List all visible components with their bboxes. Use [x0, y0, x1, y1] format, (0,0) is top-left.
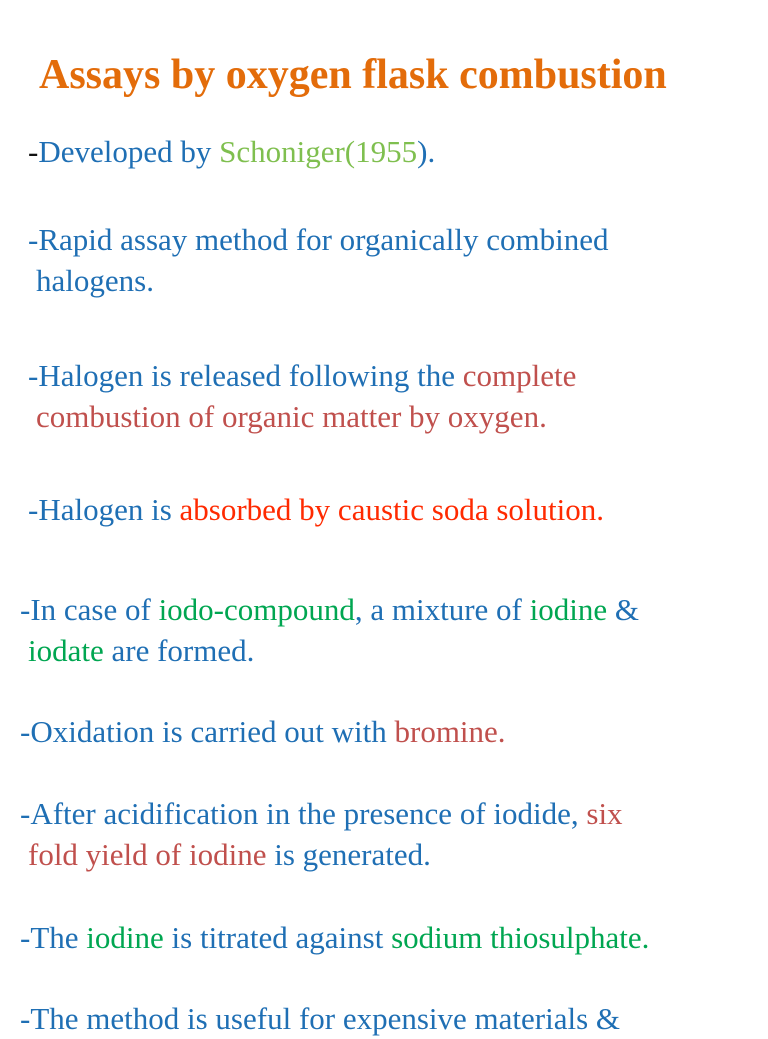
bullet-line — [28, 355, 576, 396]
text-segment: are formed. — [103, 633, 255, 668]
bullet-line — [28, 219, 609, 260]
text-segment: six — [586, 796, 623, 831]
text-segment: -Halogen is released following the — [28, 358, 463, 393]
text-segment: sodium thiosulphate. — [391, 920, 650, 955]
bullet-line — [20, 589, 639, 630]
bullet-oxidation — [20, 711, 506, 752]
bullet-titration — [20, 917, 649, 958]
text-segment: is generated. — [266, 837, 431, 872]
text-segment: ). — [417, 134, 436, 169]
text-segment: - — [28, 134, 39, 169]
text-segment: combustion of organic matter by oxygen. — [36, 399, 547, 434]
bullet-rapid-assay — [28, 219, 609, 301]
text-segment: -After acidification in the presence of iodide, — [20, 796, 587, 831]
text-segment: bromine. — [394, 714, 506, 749]
bullet-line — [20, 998, 620, 1039]
bullet-line — [20, 630, 639, 671]
text-segment: -Rapid assay method for organically combined — [28, 222, 609, 257]
text-segment: Schoniger(1955 — [219, 134, 418, 169]
bullet-line — [28, 260, 609, 301]
bullet-line — [28, 489, 604, 530]
text-segment: is titrated against — [163, 920, 392, 955]
text-segment: iodine — [529, 592, 608, 627]
text-segment: -The — [20, 920, 87, 955]
bullet-line — [28, 131, 435, 172]
bullet-iodo-compound — [20, 589, 639, 671]
text-segment: , a mixture of — [354, 592, 530, 627]
bullet-halogen-absorbed — [28, 489, 604, 530]
bullet-line — [28, 396, 576, 437]
bullet-developed-by — [28, 131, 435, 172]
text-segment: iodate — [28, 633, 104, 668]
bullet-line — [20, 834, 623, 875]
text-segment: fold yield of iodine — [28, 837, 267, 872]
text-segment: iodine — [86, 920, 164, 955]
bullet-line — [20, 793, 623, 834]
text-segment: absorbed by caustic soda solution. — [179, 492, 604, 527]
bullet-acidification — [20, 793, 623, 875]
bullet-halogen-released — [28, 355, 576, 437]
text-segment: halogens. — [36, 263, 154, 298]
page-title: Assays by oxygen flask combustion — [39, 52, 667, 98]
text-segment: -In case of — [20, 592, 159, 627]
bullet-method-useful — [20, 998, 620, 1039]
text-segment: -Halogen is — [28, 492, 180, 527]
text-segment: Developed by — [38, 134, 220, 169]
bullet-line — [20, 711, 506, 752]
text-segment: & — [607, 592, 640, 627]
text-segment: -Oxidation is carried out with — [20, 714, 395, 749]
text-segment: -The method is useful for expensive materials & — [20, 1001, 621, 1036]
text-segment: complete — [462, 358, 577, 393]
bullet-line — [20, 917, 649, 958]
text-segment: iodo-compound — [158, 592, 355, 627]
